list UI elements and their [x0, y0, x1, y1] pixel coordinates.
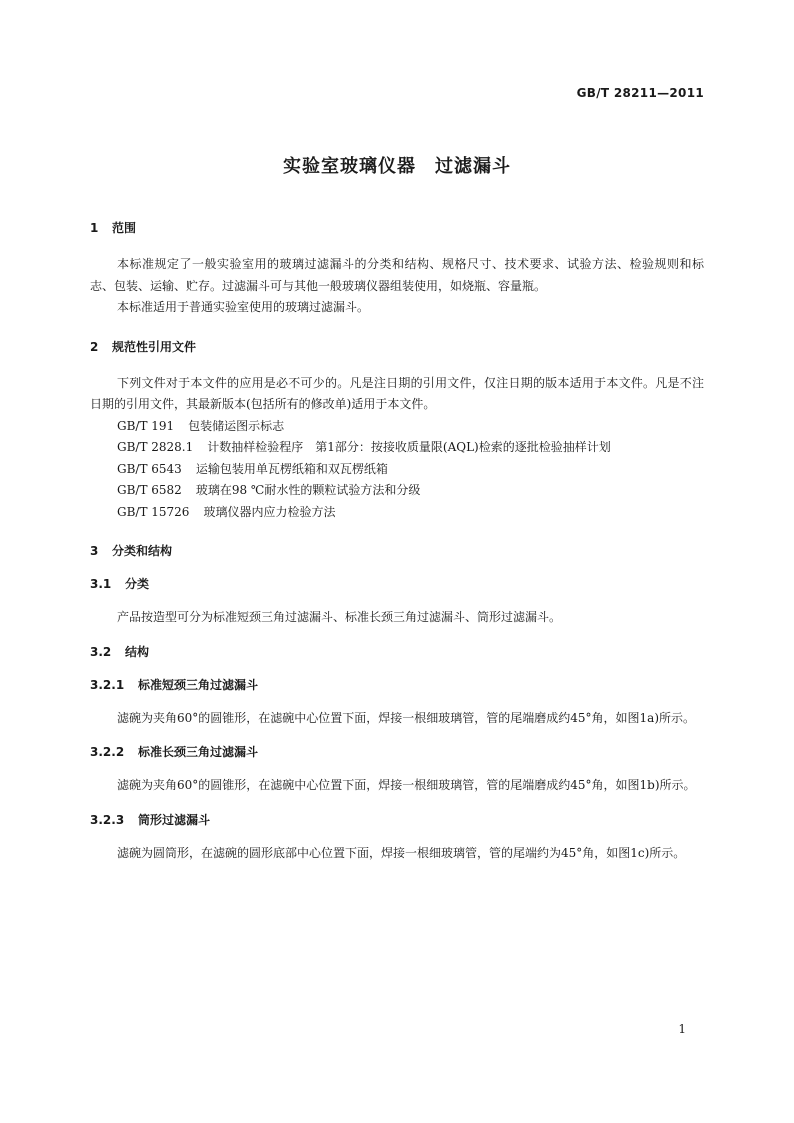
reference-code: GB/T 6543	[117, 461, 182, 476]
section-1-heading	[90, 218, 704, 238]
reference-item	[90, 502, 704, 524]
subsection-title: 结构	[125, 644, 150, 659]
subsection-3-2-1-heading	[90, 675, 704, 695]
subsection-number: 3.2.1	[90, 677, 125, 692]
section-title: 规范性引用文件	[112, 339, 197, 354]
paragraph: 产品按造型可分为标准短颈三角过滤漏斗、标准长颈三角过滤漏斗、筒形过滤漏斗。	[117, 610, 562, 624]
subsection-number: 3.2	[90, 644, 112, 659]
subsection-title: 筒形过滤漏斗	[138, 812, 211, 827]
subsection-number: 3.2.3	[90, 812, 125, 827]
reference-item	[90, 480, 704, 502]
standard-code: GB/T 28211—2011	[576, 86, 704, 100]
subsection-number: 3.2.2	[90, 745, 125, 759]
paragraph: 本标准适用于普通实验室使用的玻璃过滤漏斗。	[117, 300, 370, 314]
section-3-heading	[90, 541, 704, 561]
reference-item	[90, 459, 704, 481]
subsection-title: 标准长颈三角过滤漏斗	[138, 745, 259, 759]
subsection-3-2-heading	[90, 642, 704, 662]
subsection-3-2-2-heading	[90, 742, 704, 762]
section-number: 1	[90, 221, 99, 235]
paragraph: 下列文件对于本文件的应用是必不可少的。凡是注日期的引用文件，仅注日期的版本适用于本文件。凡是不注日期的引用文件，其最新版本(包括所有的修改单)适用于本文件。	[90, 375, 704, 411]
paragraph: 滤碗为圆筒形，在滤碗的圆形底部中心位置下面，焊接一根细玻璃管，管的尾端约为45°角，如图1c)所示。	[117, 845, 686, 860]
reference-title: 包装储运图示标志	[188, 418, 285, 433]
paragraph: 滤碗为夹角60°的圆锥形，在滤碗中心位置下面，焊接一根细玻璃管，管的尾端磨成约45°角，如图1b)所示。	[117, 778, 696, 792]
subsection-title: 标准短颈三角过滤漏斗	[138, 677, 259, 692]
reference-title: 计数抽样检验程序 第1部分：按接收质量限(AQL)检索的逐批检验抽样计划	[207, 440, 611, 454]
reference-title: 运输包装用单瓦楞纸箱和双瓦楞纸箱	[195, 461, 388, 476]
section-title: 分类和结构	[112, 544, 173, 558]
reference-code: GB/T 191	[117, 418, 175, 433]
section-title: 范围	[112, 221, 137, 235]
section-2-heading	[90, 337, 704, 357]
reference-code: GB/T 15726	[117, 504, 190, 519]
section-number: 3	[90, 544, 99, 558]
subsection-title: 分类	[125, 577, 150, 591]
paragraph: 滤碗为夹角60°的圆锥形，在滤碗中心位置下面，焊接一根细玻璃管，管的尾端磨成约45°角，如图1a)所示。	[117, 710, 696, 725]
reference-code: GB/T 2828.1	[117, 440, 194, 454]
page-number: 1	[678, 1022, 686, 1036]
document-body	[90, 218, 704, 864]
document-title: 实验室玻璃仪器 过滤漏斗	[283, 156, 511, 177]
subsection-number: 3.1	[90, 577, 112, 591]
subsection-3-1-heading	[90, 574, 704, 594]
section-number: 2	[90, 339, 99, 354]
reference-title: 玻璃仪器内应力检验方法	[203, 504, 336, 519]
reference-item	[90, 416, 704, 438]
reference-code: GB/T 6582	[117, 483, 182, 497]
reference-item	[90, 437, 704, 459]
reference-title: 玻璃在98 ℃耐水性的颗粒试验方法和分级	[195, 483, 421, 497]
paragraph: 本标准规定了一般实验室用的玻璃过滤漏斗的分类和结构、规格尺寸、技术要求、试验方法、检验规则和标志、包装、运输、贮存。过滤漏斗可与其他一般玻璃仪器组装使用，如烧瓶、容量瓶。	[90, 257, 704, 293]
subsection-3-2-3-heading	[90, 810, 704, 830]
